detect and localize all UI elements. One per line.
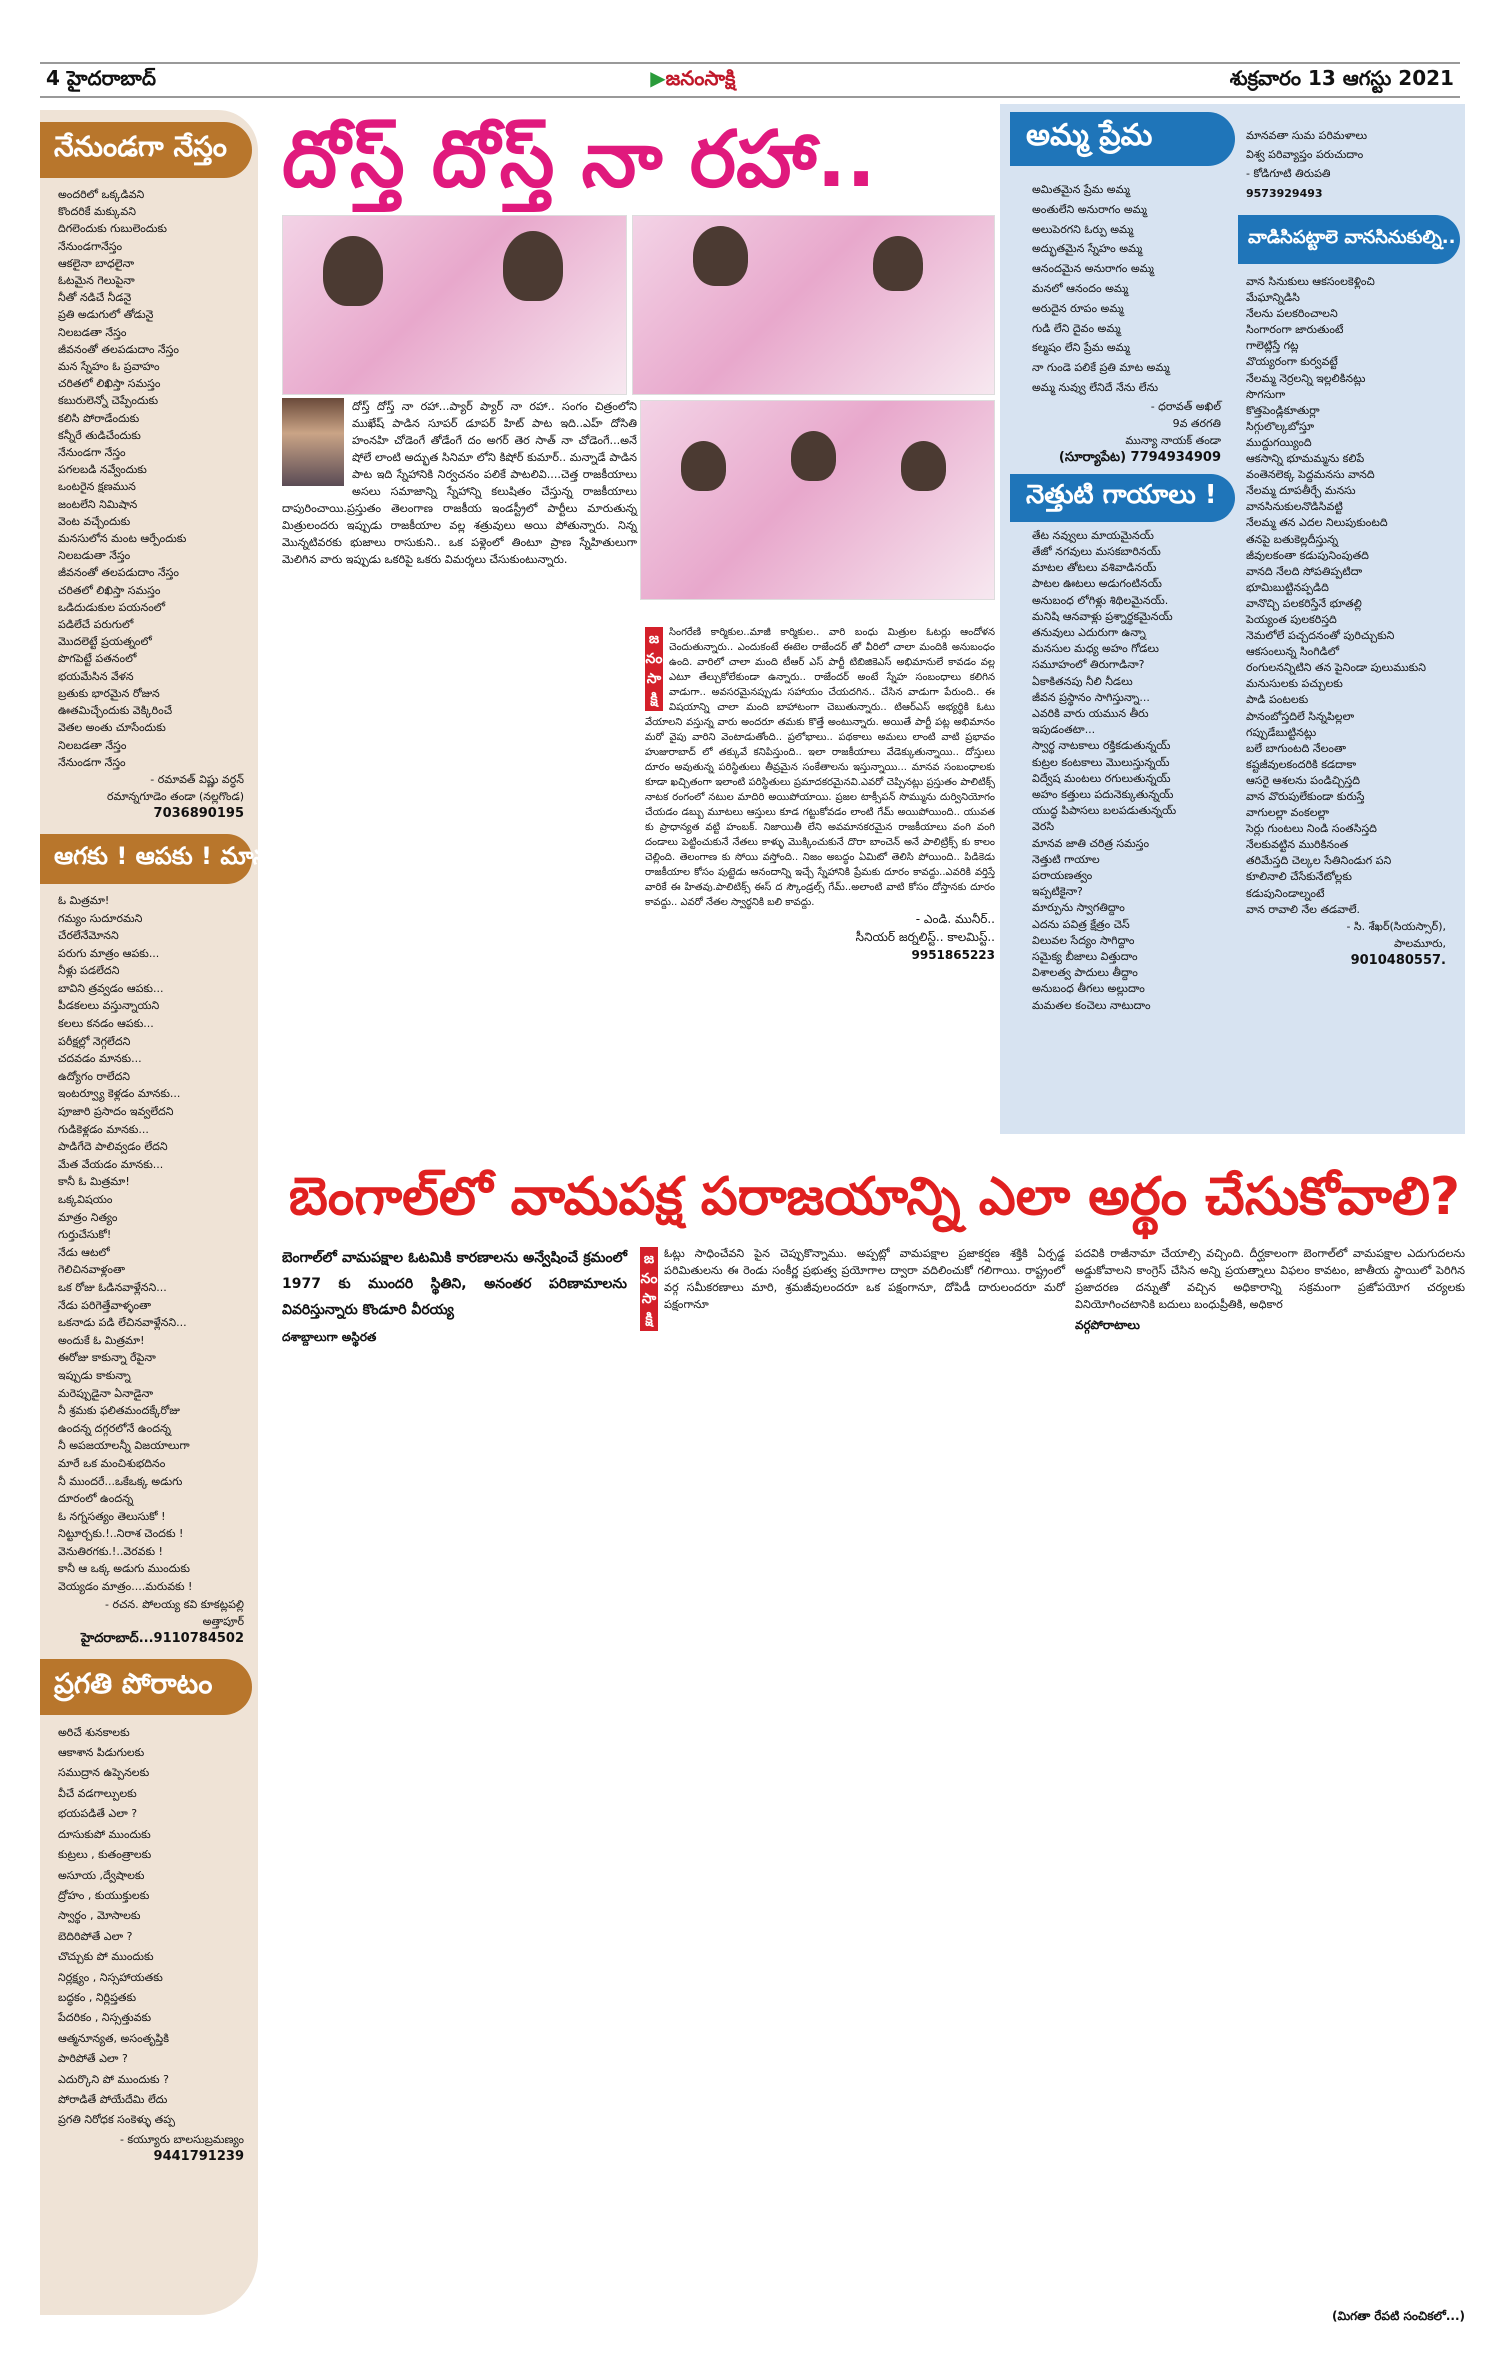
poem-place: పాలమూరు,	[1394, 936, 1446, 950]
article-paragraph: ఓట్లు సాధించేవని పైన చెప్పుకొన్నాము. అప్పట్లో వామపక్షాల ప్రజాకర్షణ శక్తికి ఏర్పడ్డ పరిమితులను ఈ రెండు సంకీర్ణ ప్రభుత్వ ప్రయోగాల ద్వారా వదిలించుకో గలిగాయి. రాష్ట్రంలో వర్గ సమీకరణాలు మారి, శ్రమజీవులందరూ ఒక పక్షంగానూ, దోపిడీ దారులందరూ మరో పక్షంగానూ	[664, 1247, 1065, 1311]
poem-line: బెదిరిపోతే ఎలా ?	[58, 1929, 133, 1943]
poem-line: పారిపోతే ఎలా ?	[58, 2052, 128, 2066]
author-photo	[282, 398, 344, 486]
poem-line: ఓటమైన గెలుపైనా	[58, 274, 135, 288]
poem-line: ఆత్మనూన్యత, అసంతృప్తికి	[58, 2031, 169, 2045]
poem-line: ఒడిదుడుకుల పయనంలో	[58, 600, 166, 614]
poem-line: పూజారి ప్రసాదం ఇవ్వలేదని	[58, 1105, 174, 1119]
article-col1	[282, 1245, 627, 2325]
poem-line: తనువులు ఎదురుగా ఉన్నా	[1032, 625, 1146, 639]
poem-line: నీతో నడిచే నీడనై	[58, 291, 132, 305]
poem-line: జీవనంతో తలపడుదాం నేస్తం	[58, 342, 179, 356]
poem-line: పొగపెట్టే పతనంలో	[58, 652, 137, 666]
poem-line: మనలో ఆనందం అమ్మ	[1032, 281, 1129, 295]
poem-line: సమూహంలో తిరుగాడినా?	[1032, 658, 1145, 672]
poem-line: మన స్నేహం ఓ ప్రవాహం	[58, 360, 160, 374]
left-poems-column	[40, 110, 310, 2315]
poem-line: ఎదుర్కొని పో ముందుకు ?	[58, 2072, 169, 2086]
poem-line: గుర్తుచేసుకో!	[58, 1228, 112, 1242]
poem-place: అత్తాపూర్	[202, 1614, 244, 1628]
author-name: - ఎండి. మునీర్..	[915, 912, 995, 926]
poem-line: సొగసుగా	[1246, 387, 1286, 401]
continued-note: (మిగతా రేపటి సంచికలో...)	[1331, 2309, 1465, 2323]
poem-line: అరిచే శునకాలకు	[58, 1725, 130, 1739]
poem-line: ఆసరై ఆశలను పండిచ్చిస్తది	[1246, 773, 1361, 787]
poem-line: ఇప్పుడు కాకున్నా	[58, 1368, 131, 1382]
poem-line: ప్రగతి నిరోధక సంకెళ్ళు తప్ప	[58, 2113, 176, 2127]
poem-line: వొయ్యరంగా కుర్వవట్టే	[1246, 355, 1338, 369]
poem-line: అంతులేని అనురాగం అమ్మ	[1032, 202, 1147, 216]
poem-line: మొదలెట్టే ప్రయత్నంలో	[58, 635, 152, 649]
poem-line: ఇపుడంతటా...	[1032, 723, 1096, 737]
poem-line: కుట్రలు , కుతంత్రాలకు	[58, 1848, 152, 1862]
poem-line: పరాయణత్వం	[1032, 869, 1093, 883]
poem-line: ఊతమిచ్చేందుకు వెక్కిరించే	[58, 704, 173, 718]
poem-lines	[1010, 522, 1235, 1014]
poem-line: గాలెట్లిస్తే గట్ల	[1246, 339, 1299, 353]
poem-line: దూసుకుపో ముందుకు	[58, 1827, 151, 1841]
poem-line: అమ్మ నువ్వు లేనిదే నేను లేను	[1032, 380, 1159, 394]
section-tag: జ నం సా క్షి	[645, 627, 663, 711]
poem-line: తనపై బతుకెల్లదీస్తున్న	[1246, 532, 1339, 546]
poem-line: నా గుండె పలికే ప్రతి మాట అమ్మ	[1032, 361, 1170, 375]
poem-line: ఓ నగ్నసత్యం తెలుసుకో !	[58, 1509, 166, 1523]
poem-line: సింగారంగా జారుతుంటే	[1246, 323, 1344, 337]
poem-line: మానవ జాతి చరిత్ర సమస్తం	[1032, 836, 1150, 850]
poem-line: తేట నవ్వులు మాయమైనయ్	[1032, 528, 1154, 542]
poem-line: ఒకనాడు పడి లేచినవాళ్లేనని...	[58, 1316, 187, 1330]
article-col2	[640, 1245, 1065, 2325]
section-tag: జ నం సా క్షి	[640, 1247, 658, 1331]
poem-line: కొత్తపెండ్లికూతుర్లా	[1246, 403, 1320, 417]
poem-line: పోరాడితే పోయేదేమి లేదు	[58, 2092, 168, 2106]
poem-line: నేలమ్మ దూపతీర్చే మనసు	[1246, 484, 1356, 498]
poem-line: పరీక్షల్లో నెగ్గలేదని	[58, 1034, 131, 1048]
poem-line: వెరసి	[1032, 820, 1055, 834]
poem-line: కూలినాలి చేసేకునేటోల్లకు	[1246, 870, 1352, 884]
poem-place: రమాన్నగూడెం తండా (నల్లగొండ)	[106, 789, 244, 803]
poem-line: అందుకే ఓ మిత్రమా!	[58, 1333, 145, 1347]
poem-author: - కోడిగూటి తిరుపతి	[1246, 167, 1331, 180]
poem-author: - కయ్యూరు బాలసుబ్రమణ్యం	[119, 2132, 244, 2146]
poem-line: పరుగు మాత్రం ఆపకు...	[58, 946, 160, 960]
poem-line: చొచ్చుకు పో ముందుకు	[58, 1950, 154, 1964]
poem-line: పేదరికం , నిస్సత్తువకు	[58, 2011, 152, 2025]
poem-line: చరితలో లిఖిస్తా సమస్తం	[58, 583, 161, 597]
article-col3	[1075, 1245, 1465, 2325]
poem-line: అనుబంధ తీగలు అల్లుదాం	[1032, 982, 1145, 996]
poem-line: బలే బాగుంటది నేలంతా	[1246, 741, 1347, 755]
author-designation: సీనియర్ జర్నలిస్ట్.. కాలమిస్ట్..	[855, 930, 995, 944]
poem-line: ఆకలైనా బాధలైనా	[58, 256, 135, 270]
poem-line: గుడి లేని దైవం అమ్మ	[1032, 321, 1121, 335]
poem-phone: 9573929493	[1246, 187, 1323, 200]
poem-line: మేఘాన్నిడిసి	[1246, 291, 1300, 305]
story-paragraph: దోస్త్ దోస్త్ నా రహా...ప్యార్ ప్యార్ నా రహా.. సంగం చిత్రంలోని ముఖేష్ పాడిన సూపర్ డూపర్ హిట్ పాట ఇది..ఎహ్ దోసితి హంనహి చోడెంగే తోడేంగే దం అగర్ తెర సాత్ నా చోడెంగే...అనే షోలే లాంటి అద్భుత సినిమా లోని కిషోర్ కుమార్.. మన్నాడే పాడిన పాట ఇది స్నేహానికి నిర్వచనం పలికే పాటలివి....చెత్త రాజకీయాలు అసలు సమాజాన్ని స్నేహాన్ని కలుషితం చేస్తున్న రాజకీయాలు దాపురించాయి.ప్రస్తుతం తెలంగాణ రాజకీయ ఇండస్ట్రీలో పార్టీలు మారుతున్న మిత్రులందరు ఇప్పుడు రాజకీయాల వల్ల శత్రువులు అయి పోతున్నారు. నిన్న మొన్నటివరకు భుజాలు రాసుకుని.. ఒక పళ్లెంలో తింటూ ప్రాణ స్నేహితులుగా మెలిగిన వారు ఇప్పుడు ఒకరిపై ఒకరు విమర్శలు చేసుకుంటున్నారు.	[282, 400, 637, 566]
poem-line: వెతల అంతు చూసేందుకు	[58, 721, 166, 735]
poem-line: కానీ ఓ మిత్రమా!	[58, 1175, 130, 1189]
poem-line: నీళ్లు పడలేదని	[58, 964, 120, 978]
poem-line: పెయ్యంత పులకరిస్తది	[1246, 612, 1337, 626]
poem-line: మార్పును స్వాగతిద్దాం	[1032, 901, 1125, 915]
poem-line: బావిని త్రవ్వడం ఆపకు...	[58, 981, 164, 995]
poem-line: సెర్లు గుంటలు నిండి సంతసిస్తది	[1246, 822, 1377, 836]
poem-line: వెయ్యడం మాత్రం....మరువకు !	[58, 1580, 193, 1594]
poem-lines	[1238, 126, 1460, 164]
poem-line: మనసుల మధ్య అహం గోడలు	[1032, 642, 1159, 656]
article-lead: బెంగాల్‌లో వామపక్షాల ఓటమికి కారణాలను అన్వేషించే క్రమంలో 1977 కు ముందరి స్థితిని, అనంతర పరిణామాలను వివరిస్తున్నారు కొండూరి వీరయ్య	[282, 1250, 627, 1318]
poem-line: కలిసి పోరాడేందుకు	[58, 411, 140, 425]
poem-line: భయపడితే ఎలా ?	[58, 1807, 138, 1821]
poem-line: ముద్దుగయ్యింది	[1246, 435, 1312, 449]
article-subhead: దశాబ్దాలుగా అస్థిరత	[282, 1330, 377, 1344]
poem-line: ఒక్కవిషయం	[58, 1193, 113, 1206]
poem-line: నేడు పరిగెత్తేవాళ్ళంతా	[58, 1298, 152, 1312]
poem-line: పడిలేచే పరుగులో	[58, 618, 134, 632]
poem-line: మాత్రం నిత్యం	[58, 1210, 118, 1224]
poem-line: మమతల కంచెలు నాటుదాం	[1032, 998, 1151, 1012]
poem-line: ఇంటర్వ్యూ కెళ్లడం మానకు...	[58, 1087, 181, 1101]
poem-line: యుద్ధ పిపాసలు బలపడుతున్నయ్	[1032, 804, 1177, 818]
poem-line: మనుసులకు పచ్చులకు	[1246, 677, 1343, 691]
poem-line: అహం కత్తులు పదునెక్కుతున్నయ్	[1032, 788, 1174, 802]
poem-line: వాన సినుకులు ఆకసంలకెళ్లించి	[1246, 275, 1375, 288]
poem-lines	[40, 1723, 258, 2131]
poem-lines	[1010, 166, 1235, 398]
poem-author: - ధరావత్ అఖిల్	[1150, 399, 1221, 413]
poem-line: నేనుండగా నేస్తం	[58, 446, 126, 460]
poem-line: నెత్తుటి గాయాల	[1032, 852, 1100, 866]
poem-line: మారే ఒక మంచిశుభదినం	[58, 1456, 166, 1470]
poem-line: ఆకసంలున్న సింగిడిలో	[1246, 645, 1340, 659]
poem-line: నిలబడతా నేస్తం	[58, 325, 127, 339]
poem-line: మేత వేయడం మానకు...	[58, 1157, 164, 1171]
poem-line: భయమేసిన వేళన	[58, 669, 134, 683]
news-photo-group	[640, 400, 995, 600]
poem-line: నెమలోలే పచ్చదనంతో పురిచ్చుకుని	[1246, 629, 1395, 643]
poem-author: - రమావత్ విష్ణు వర్ధన్	[150, 772, 244, 786]
poem-line: పాడి పంటలకు	[1246, 693, 1309, 707]
poem-line: నేనుండగా నేస్తం	[58, 755, 126, 769]
poem-title: అమ్మ ప్రేమ	[1010, 112, 1235, 166]
poem-line: నేనుండగానేస్తం	[58, 239, 123, 253]
leaf-icon: ▶	[650, 65, 666, 90]
poem-line: కబురులెన్నో చెప్పేందుకు	[58, 394, 159, 408]
poem-line: పగలబడి నవ్వేందుకు	[58, 463, 147, 477]
poem-line: సమైక్య బీజాలు విత్తుదాం	[1032, 950, 1138, 964]
poem-line: ఇప్పటికైనా?	[1032, 885, 1083, 899]
poem-phone: 9010480557.	[1350, 952, 1446, 968]
poem-line: వంతెనలెక్క పెద్దమనసు వానది	[1246, 468, 1375, 482]
poem-line: మనసులోన మంట ఆర్పేందుకు	[58, 532, 187, 546]
poem-line: ఒంటరైన క్షణమున	[58, 480, 136, 494]
poem-title: ఆగకు ! ఆపకు ! మానకు !	[40, 834, 252, 884]
poem-line: గుడికెళ్లడం మానకు...	[58, 1122, 149, 1136]
poem-line: విశాలత్వ పాదులు తీద్దాం	[1032, 966, 1138, 980]
poem-line: గెలిచినవాళ్లంతా	[58, 1263, 125, 1277]
poem-line: పానంబోస్తదిలే సిన్నపిల్లలా	[1246, 709, 1355, 723]
poem-line: నేలమ్మ తన ఎదల నిలుపుకుంటది	[1246, 516, 1388, 530]
poem-line: కానీ ఆ ఒక్క అడుగు ముందుకు	[58, 1562, 190, 1576]
poem-line: దూరంలో ఉందన్న	[58, 1492, 134, 1506]
poem-line: వెంట వచ్చేందుకు	[58, 514, 131, 528]
right-poems-box	[1000, 104, 1465, 1134]
poem-line: విశ్వ పరివ్యాప్తం పరుచుదాం	[1246, 148, 1364, 161]
poem-line: కుట్రల కంటకాలు మొలుస్తున్నయ్	[1032, 755, 1170, 769]
poem-line: ద్రోహం , కుయుక్తులకు	[58, 1888, 150, 1902]
poem-line: ఓ మిత్రమా!	[58, 893, 110, 907]
poem-lines	[40, 892, 258, 1596]
poem-line: ఈరోజు కాకున్నా రేపైనా	[58, 1351, 156, 1365]
poem-phone: (సూర్యాపేట) 7794934909	[1058, 449, 1221, 465]
poem-line: చరితలో లిఖిస్తా సమస్తం	[58, 377, 161, 391]
poem-line: వెనుతిరగకు.!..వెరవకు !	[58, 1544, 163, 1558]
story-headline: దోస్త్ దోస్త్ నా రహా..	[282, 115, 876, 205]
poem-line: కన్నీరే తుడిచేందుకు	[58, 428, 141, 442]
poem-line: నిట్టూర్చకు.!..నిరాశ చెందకు !	[58, 1527, 184, 1541]
poem-line: ఒక రోజు ఓడినవాళ్లేనని...	[58, 1280, 167, 1294]
poem-line: ఎదను పవిత్ర క్షేత్రం చెస్	[1032, 917, 1130, 931]
poem-line: మానవతా సుమ పరిమళాలు	[1246, 129, 1368, 142]
poem-line: వాన వొరుపులేకుండా కురుస్తే	[1246, 790, 1365, 803]
poem-phone: హైదరాబాద్...9110784502	[80, 1630, 244, 1646]
page-edition: 4 హైదరాబాద్	[46, 65, 156, 90]
poem-line: వీచే వడగాల్పులకు	[58, 1786, 137, 1800]
poem-title: నెత్తుటి గాయాలు !	[1010, 474, 1235, 522]
masthead-bar	[40, 62, 1460, 98]
poem-title: నేనుండగా నేస్తం	[40, 122, 252, 178]
poem-line: నేలకువట్టిన మురికినంత	[1246, 838, 1349, 852]
poem-line: అమితమైన ప్రేమ అమ్మ	[1032, 183, 1130, 196]
poem-line: కొందరికే మక్కువని	[58, 205, 136, 219]
article-headline: బెంగాల్‌లో వామపక్ష పరాజయాన్ని ఎలా అర్థం చేసుకోవాలి?	[288, 1167, 1461, 1227]
poem-line: అసూయ ,ద్వేషాలకు	[58, 1868, 145, 1882]
poem-author: - రచన. పోలయ్య కవి కూకట్లపల్లి	[105, 1597, 244, 1611]
poem-line: పాటల ఊటలు అడుగంటినయ్	[1032, 577, 1162, 591]
poem-line: ప్రతి అడుగులో తోడునై	[58, 308, 154, 322]
article-subhead: వర్గపోరాటాలు	[1075, 1318, 1140, 1332]
poem-line: జీవులకంతా కడుపునింపుతది	[1246, 548, 1369, 562]
poem-line: నేలమ్మ నెర్రలన్ని ఇల్లలికినట్లు	[1246, 371, 1366, 385]
poem-line: వానొచ్చి పలకరిస్తేనే భూతల్లి	[1246, 596, 1362, 610]
paper-logo: ▶జనంసాక్షి	[650, 65, 736, 90]
poem-phone: 9441791239	[153, 2148, 244, 2164]
poem-line: జంటలేని నిమిషాన	[58, 497, 138, 511]
news-photo-leaders	[282, 215, 627, 395]
poem-line: జీవన ప్రస్థానం సాగిస్తున్నా...	[1032, 690, 1150, 704]
poem-line: తేజో నగవులు మసకబారినయ్	[1032, 544, 1161, 558]
poem-line: కష్టజీవులకందరికి కడదాకా	[1246, 757, 1357, 771]
poem-line: పాడిగేదె పాలివ్వడం లేదని	[58, 1140, 168, 1154]
poem-line: గప్పుడేబుట్టినట్లు	[1246, 725, 1317, 739]
poem-line: జీవనంతో తలపడుదాం నేస్తం	[58, 566, 179, 580]
poem-line: నీ అపజయాలన్నీ విజయాలుగా	[58, 1439, 190, 1453]
poem-line: నిలబడతా నేస్తం	[58, 738, 127, 752]
poem-line: వాగులల్లా వంకలల్లా	[1246, 806, 1330, 820]
poem-block	[1010, 112, 1235, 1014]
author-phone: 9951865223	[911, 948, 995, 962]
poem-line: వానసినుకులనొడిసివట్టి	[1246, 500, 1343, 514]
poem-line: ఆకాశాన పిడుగులకు	[58, 1746, 145, 1760]
poem-line: కలలు కనడం ఆపకు...	[58, 1017, 154, 1031]
poem-line: మనిషి ఆనవాళ్లు ప్రశ్నార్థకమైనయ్	[1032, 609, 1173, 623]
poem-line: బద్ధకం , నిర్లిప్తతకు	[58, 1990, 136, 2004]
poem-line: గమ్యం సుదూరమని	[58, 911, 143, 925]
poem-line: మరెప్పుడైనా ఏనాడైనా	[58, 1386, 154, 1400]
poem-line: కల్మషం లేని ప్రేమ అమ్మ	[1032, 341, 1130, 355]
poem-phone: 7036890195	[153, 805, 244, 821]
poem-line: చేరలేనేమోనని	[58, 929, 119, 943]
article-paragraph: పదవికి రాజీనామా చేయాల్సి వచ్చింది. దీర్ఘకాలంగా బెంగాల్‌లో వామపక్షాల ఎదుగుదలను అడ్డుకోవాలని కాంగ్రెస్ చేసిన అన్ని ప్రయత్నాలు విఫలం కావటం, జాతీయ స్థాయిలో పెరిగిన ప్రజాదరణ దన్నుతో వచ్చిన అధికారాన్ని సక్రమంగా ప్రజోపయోగ చర్యలకు వినియోగించటానికి బదులు బంధుప్రీతికి, అధికార	[1075, 1247, 1465, 1311]
date: శుక్రవారం 13 ఆగస్టు 2021	[1229, 65, 1454, 90]
poem-line: తరిమేస్తది చెల్కల సేతినిండుగ పని	[1246, 854, 1392, 868]
poem-line: పీడకలలు వస్తున్నాయని	[58, 999, 160, 1013]
poem-line: దిగలెందుకు గుబులెందుకు	[58, 222, 167, 236]
poem-line: విలువల సేద్యం సాగిద్దాం	[1032, 933, 1135, 947]
poem-line: సముద్రాన ఉప్పెనలకు	[58, 1766, 150, 1780]
poem-line: ఉందన్న దగ్గరలోనే ఉందన్న	[58, 1421, 171, 1435]
poem-line: అరుదైన రూపం అమ్మ	[1032, 301, 1124, 315]
poem-line: నీ శ్రమకు ఫలితమందక్కేరోజు	[58, 1404, 180, 1418]
poem-line: భూమిబుట్టినప్పడిది	[1246, 580, 1329, 594]
poem-class: 9వ తరగతి	[1172, 416, 1221, 430]
poem-line: అలుపెరగని ఓర్పు అమ్మ	[1032, 222, 1134, 236]
poem-line: నిలబడుతా నేస్తం	[58, 549, 131, 563]
poem-title: ప్రగతి పోరాటం	[40, 1659, 252, 1715]
poem-line: కడుపునిండాల్నంటే	[1246, 886, 1325, 900]
story-paragraph: సింగరేణి కార్మికుల..మాజీ కార్మికుల.. వారి బంధు మిత్రుల ఓటర్లు ఆందోళన చెందుతున్నారు.. ఎందుకంటే ఈటెల రాజేందర్ తో వీరిలో చాలా మందికి అనుబంధం ఉంది. వారిలో చాలా మంది టీఆర్ ఎస్ పార్టీ టిబిజికెఎస్ అభిమానులే కావడం వల్ల ఎటూ తేల్చుకోలేకుండా ఉన్నారు.. రాజేందర్ అంటే స్నేహ సంబంధాలు కలిగిన వాడుగా.. అవసరమైనప్పుడు సహాయం చేయదగిన.. చేసిన వాడుగా పేరుంది.. ఈ విషయాన్ని చాలా మంది బాహాటంగా చెబుతున్నారు.. టిఆర్ఎస్ అభ్యర్థికి ఓటు వేయాలని వస్తున్న వారు అందరూ తమకు కొత్తే అంటున్నారు. అయితే పార్టీ పట్ల అభిమానం మరో వైపు వారిని వెంటాడుతోంది.. ప్రలోభాలు.. పథకాలు అమలు లాంటి వాటి ప్రభావం హుజురాబాద్ లో తక్కువే కనిపిస్తుంది.. ఇలా రాజకీయాలు వేడెక్కుతున్నాయి.. దోస్తులు దూరం అవుతున్న పరిస్థితులు తీవ్రమైన సంకేతాలను ఇస్తున్నాయి... మానవ సంబంధాలకు కూడా ఖచ్చితంగా ఇలాంటి పరిస్థితులు ప్రమాదకరమైనవి.ఎవరో చెప్పినట్లు ప్రస్తుతం పాలిటిక్స్ నాటక రంగంలో నటుల మాదిరి అయిపోయాయి. ప్రజల టాక్సీపన్ సొమ్మును దుర్వినియోగం చేయడం డబ్బు మూటలు ఆస్తులు కూడ గట్టుకోవడం లాంటి గేమ్ అయిపోయింది.. యువత కు ప్రాధాన్యత వట్టి హంబక్. నిజాయితీ లేని అవమానకరమైన రాజకీయాలు వంగి వంగి దండాలు పెట్టించుకునే నేతలు కాళ్ళు మొక్కించుకునే దొరా బాంచెన్ అనే పాలిట్రిక్స్ కు కాలం చెల్లింది. తెలంగాణ కు సోయి వస్తోంది.. నిజం అబద్ధం ఏమిటో తెలిసి పోయింది.. పిడికెడు రాజకీయాల కోసం పుట్టెడు ఆనందాన్ని ఇచ్చే స్నేహానికి ప్రేమకు దూరం కావద్దు..ఎవరికి వర్తిస్తే వారికే ఈ హితవు.పాలిటిక్స్ ఈస్ ద స్కౌండ్రల్స్ గేమ్..అలాంటి వాటి కోసం దోస్తానకు దూరం కావద్దు.. ఎవరో నేతల స్వార్థనికి బలి కావద్దు.	[645, 627, 995, 908]
story-body-col1	[282, 398, 637, 1148]
poem-line: ఎవరికి వారు యమున తీరు	[1032, 707, 1149, 720]
poem-line: నేలను పలకరించాలని	[1246, 307, 1338, 321]
poem-line: ఏకాకితనపు నీలి నీడలు	[1032, 674, 1133, 688]
poem-line: నేడు ఆటలో	[58, 1245, 110, 1259]
poem-line: నీ ముందరే...ఒకేఒక్క అడుగు	[58, 1474, 183, 1488]
poem-line: స్వార్థ నాటకాలు రక్తికడుతున్నయ్	[1032, 739, 1171, 753]
poem-lines	[1238, 264, 1460, 918]
poem-line: అద్భుతమైన స్నేహం అమ్మ	[1032, 242, 1143, 256]
poem-line: చదవడం మానకు...	[58, 1052, 142, 1066]
poem-line: విద్వేష మంటలు రగులుతున్నయ్	[1032, 771, 1171, 785]
poem-line: స్వార్థం , మోసాలకు	[58, 1909, 141, 1923]
poem-lines	[40, 186, 258, 771]
poem-line: సిగ్గులొల్కబోస్తూ	[1246, 419, 1315, 433]
poem-line: ఆకసాన్ని భూమమ్మను కలిపే	[1246, 452, 1365, 466]
poem-line: బ్రతుకు భారమైన రోజున	[58, 686, 160, 700]
poem-line: నిర్లక్ష్యం , నిస్సహాయతకు	[58, 1970, 163, 1984]
poem-block	[1238, 126, 1460, 969]
poem-place: మున్యా నాయక్ తండా	[1125, 433, 1221, 447]
poem-line: వాన రావాలి నేల తడవాలే.	[1246, 902, 1360, 916]
poem-author: - సి. శేఖర్(సియస్సార్),	[1346, 919, 1446, 933]
poem-title: వాడిసిపట్టాలె వానసినుకుల్ని..	[1238, 215, 1460, 264]
poem-line: ఆనందమైన అనురాగం అమ్మ	[1032, 262, 1154, 276]
news-photo-rally	[632, 215, 995, 395]
poem-line: అనుబంధ లోగిళ్లు శిథిలమైనయ్.	[1032, 593, 1169, 607]
poem-line: మాటల తోటలు వశివాడినయ్	[1032, 561, 1157, 575]
story-body-col2	[645, 625, 995, 1145]
poem-line: రంగులనన్నిటిని తన పైనిండా పులుముకుని	[1246, 661, 1426, 675]
poem-line: అందరిలో ఒక్కడివని	[58, 188, 145, 201]
poem-line: వానది నేలది సోపతిప్పటిదా	[1246, 564, 1363, 578]
poem-line: ఉద్యోగం రాలేదని	[58, 1069, 130, 1083]
